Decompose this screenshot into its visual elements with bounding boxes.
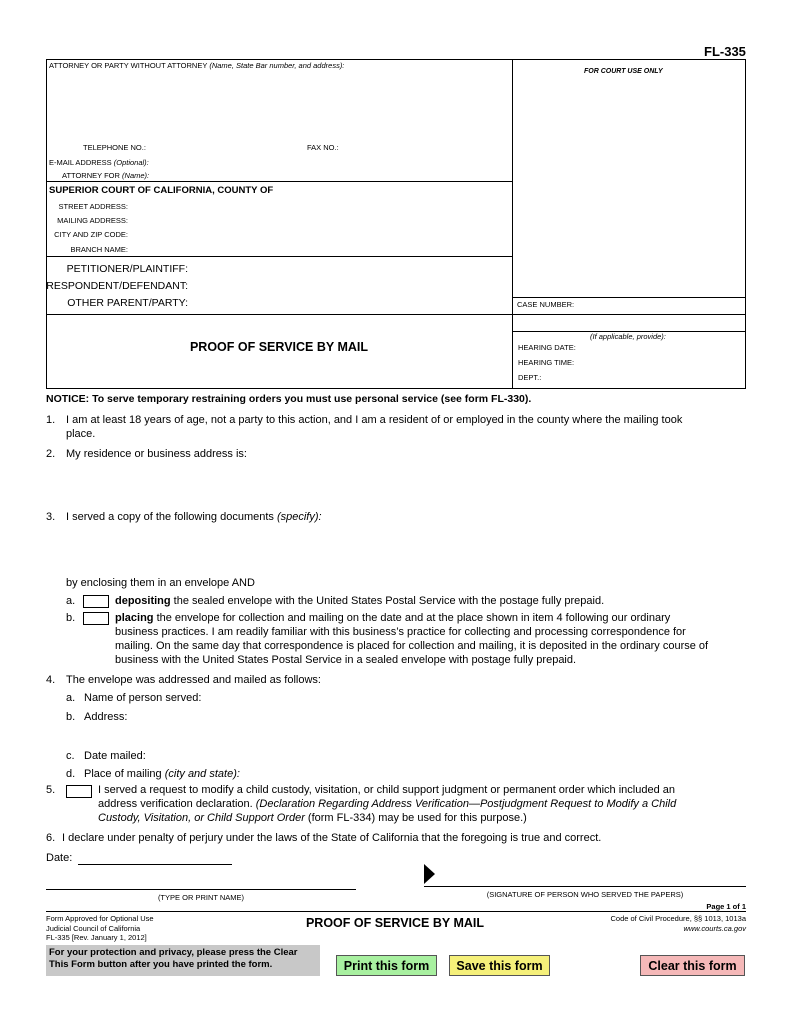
footer-rule: [46, 911, 746, 912]
item4b-text: Address:: [84, 711, 128, 723]
respondent-label: RESPONDENT/DEFENDANT:: [46, 280, 188, 292]
item4d-text: Place of mailing (city and state):: [84, 768, 240, 780]
depositing-checkbox[interactable]: [83, 595, 109, 608]
clear-button[interactable]: Clear this form: [640, 955, 745, 976]
divider-parties: [46, 256, 512, 257]
header-divider: [512, 59, 513, 389]
item1-line2: place.: [66, 428, 96, 440]
save-button[interactable]: Save this form: [449, 955, 550, 976]
telephone-label: TELEPHONE NO.:: [83, 143, 146, 152]
item4b-letter: b.: [66, 711, 76, 723]
item5-line2: address verification declaration. (Declaration Regarding Address Verification—Postjudgment Request to Modify a Child: [98, 798, 677, 810]
type-name-label: (TYPE OR PRINT NAME): [157, 893, 245, 902]
attorney-label: ATTORNEY OR PARTY WITHOUT ATTORNEY (Name, State Bar number, and address):: [49, 61, 345, 70]
item3-text: I served a copy of the following documents (specify):: [66, 511, 322, 523]
branch-label: BRANCH NAME:: [70, 245, 128, 254]
item4d-letter: d.: [66, 768, 76, 780]
date-label: Date:: [46, 852, 73, 864]
footer-code: Code of Civil Procedure, §§ 1013, 1013a www.courts.ca.gov: [610, 914, 746, 933]
signature-label: (SIGNATURE OF PERSON WHO SERVED THE PAPERS): [486, 890, 684, 899]
item3-num: 3.: [46, 511, 56, 523]
dept-label: DEPT.:: [518, 373, 542, 382]
item4a-letter: a.: [66, 692, 76, 704]
item4c-text: Date mailed:: [84, 750, 146, 762]
hearing-date-label: HEARING DATE:: [518, 343, 576, 352]
option-b-line3: mailing. On the same day that correspondence is placed for collection and mailing, it is deposited in the ordinary course of: [115, 640, 709, 652]
option-b-line1: placing the envelope for collection and mailing on the date and at the place shown in item 4 following our ordinary: [115, 612, 671, 624]
divider-court: [46, 181, 512, 182]
court-use-only: FOR COURT USE ONLY: [584, 68, 663, 75]
item2-num: 2.: [46, 448, 56, 460]
item4c-letter: c.: [66, 750, 75, 762]
fax-label: FAX NO.:: [307, 143, 339, 152]
date-field[interactable]: [78, 864, 232, 865]
enclosing-text: by enclosing them in an envelope AND: [66, 577, 255, 589]
signature-line[interactable]: [424, 886, 746, 887]
form-title: PROOF OF SERVICE BY MAIL: [189, 340, 369, 354]
item4-num: 4.: [46, 674, 56, 686]
option-b-line4: business with the United States Postal Service in a sealed envelope with postage fully prepaid.: [115, 654, 577, 666]
attorney-for-label: ATTORNEY FOR (Name):: [62, 171, 150, 180]
item5-num: 5.: [46, 784, 56, 796]
city-label: CITY AND ZIP CODE:: [54, 230, 128, 239]
signature-arrow-icon: [424, 864, 435, 884]
form-number: FL-335: [704, 44, 746, 59]
notice: NOTICE: To serve temporary restraining orders you must use personal service (see form FL-330).: [46, 393, 532, 405]
item6-text: I declare under penalty of perjury under the laws of the State of California that the foregoing is true and correct.: [62, 832, 602, 844]
footer-title: PROOF OF SERVICE BY MAIL: [305, 916, 485, 930]
print-button[interactable]: Print this form: [336, 955, 437, 976]
approval-block: Form Approved for Optional Use Judicial Council of California FL-335 [Rev. January 1, 2012]: [46, 914, 154, 942]
divider-case: [512, 297, 746, 298]
court-title: SUPERIOR COURT OF CALIFORNIA, COUNTY OF: [49, 185, 274, 196]
if-applicable: (If applicable, provide):: [590, 332, 666, 341]
item2-text: My residence or business address is:: [66, 448, 247, 460]
other-party-label: OTHER PARENT/PARTY:: [67, 297, 188, 309]
option-b-letter: b.: [66, 612, 76, 624]
case-number-label: CASE NUMBER:: [517, 300, 575, 309]
item5-checkbox[interactable]: [66, 785, 92, 798]
item6-num: 6.: [46, 832, 56, 844]
item4-text: The envelope was addressed and mailed as follows:: [66, 674, 321, 686]
divider-title: [46, 314, 746, 315]
privacy-notice: For your protection and privacy, please press the Clear This Form button after you have printed the form.: [46, 945, 320, 976]
petitioner-label: PETITIONER/PLAINTIFF:: [66, 263, 188, 275]
placing-checkbox[interactable]: [83, 612, 109, 625]
option-a-text: depositing the sealed envelope with the United States Postal Service with the postage fully prepaid.: [115, 595, 605, 607]
item1-line1: I am at least 18 years of age, not a party to this action, and I am a resident of or employed in the county where the mailing took: [66, 414, 683, 426]
item5-line1: I served a request to modify a child custody, visitation, or child support judgment or permanent order which included an: [98, 784, 675, 796]
name-line[interactable]: [46, 889, 356, 890]
page-number: Page 1 of 1: [706, 902, 746, 911]
item1-num: 1.: [46, 414, 56, 426]
option-b-line2: business practices. I am readily familiar with this business’s practice for collecting and processing correspondence for: [115, 626, 686, 638]
street-label: STREET ADDRESS:: [58, 202, 128, 211]
option-a-letter: a.: [66, 595, 76, 607]
hearing-time-label: HEARING TIME:: [518, 358, 575, 367]
email-label: E-MAIL ADDRESS (Optional):: [49, 158, 149, 167]
item4a-text: Name of person served:: [84, 692, 202, 704]
mailing-label: MAILING ADDRESS:: [57, 216, 128, 225]
item5-line3: Custody, Visitation, or Child Support Order (form FL-334) may be used for this purpose.): [98, 812, 527, 824]
